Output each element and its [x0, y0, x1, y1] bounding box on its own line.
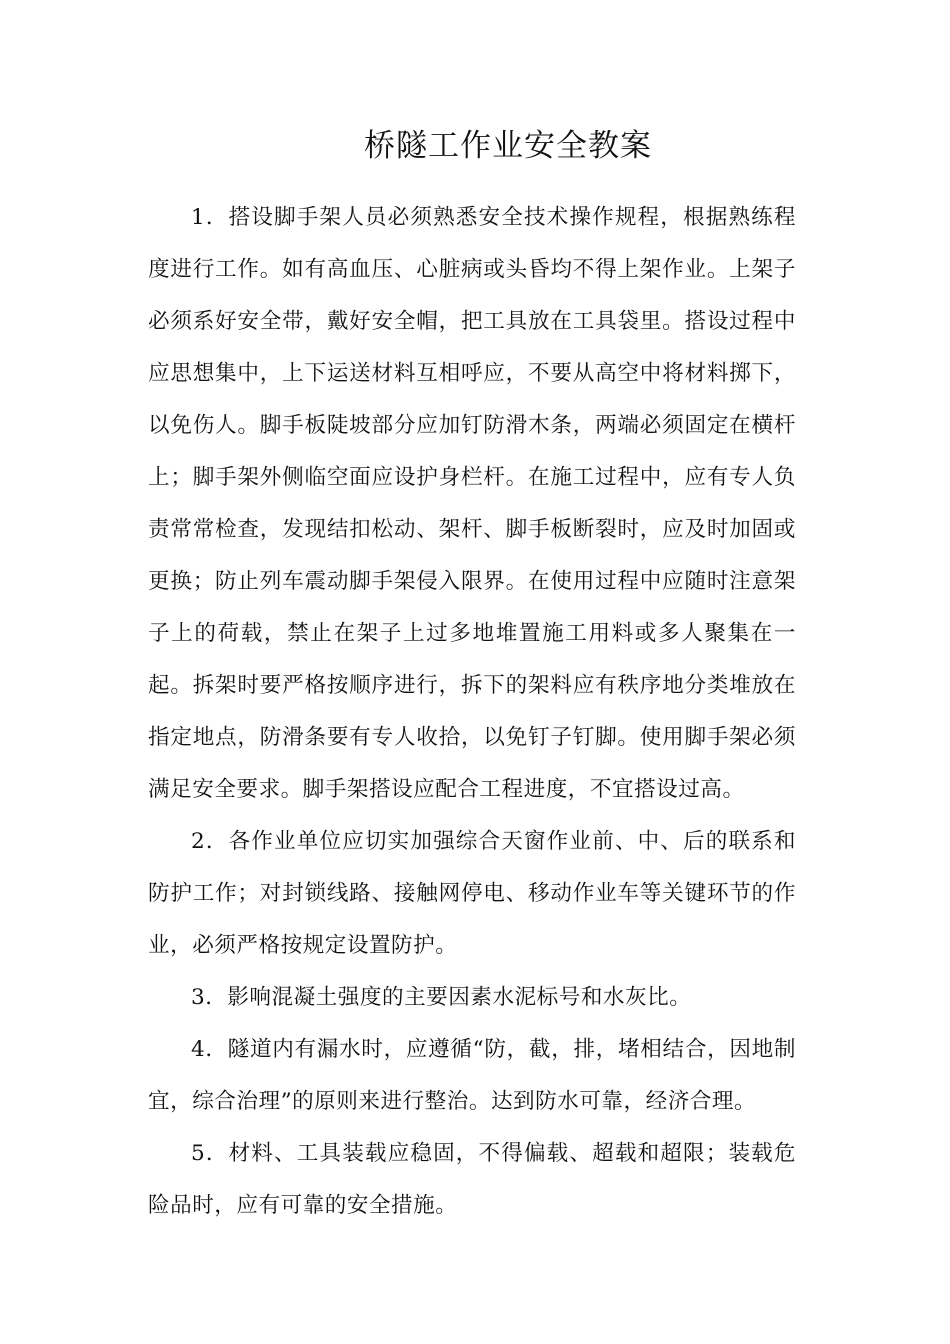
- document-title: 桥隧工作业安全教案: [364, 128, 652, 164]
- paragraph-2: 2．各作业单位应切实加强综合天窗作业前、中、后的联系和防护工作；对封锁线路、接触网停电、移动作业车等关键环节的作业，必须严格按规定设置防护。: [148, 829, 796, 958]
- paragraph-4: 4．隧道内有漏水时，应遵循“防，截，排，堵相结合，因地制宜，综合治理”的原则来进行整治。达到防水可靠，经济合理。: [148, 1037, 796, 1114]
- paragraph-5: 5．材料、工具装载应稳固，不得偏载、超载和超限；装载危险品时，应有可靠的安全措施。: [148, 1141, 796, 1218]
- paragraph-3: 3．影响混凝土强度的主要因素水泥标号和水灰比。: [191, 985, 692, 1010]
- paragraph-1: 1．搭设脚手架人员必须熟悉安全技术操作规程，根据熟练程度进行工作。如有高血压、心脏病或头昏均不得上架作业。上架子必须系好安全带，戴好安全帽，把工具放在工具袋里。搭设过程中应思想集中，上下运送材料互相呼应，不要从高空中将材料掷下，以免伤人。脚手板陡坡部分应加钉防滑木条，两端必须固定在横杆上；脚手架外侧临空面应设护身栏杆。在施工过程中，应有专人负责常常检查，发现结扣松动、架杆、脚手板断裂时，应及时加固或更换；防止列车震动脚手架侵入限界。在使用过程中应随时注意架子上的荷载，禁止在架子上过多地堆置施工用料或多人聚集在一起。拆架时要严格按顺序进行，拆下的架料应有秩序地分类堆放在指定地点，防滑条要有专人收拾，以免钉子钉脚。使用脚手架必须满足安全要求。脚手架搭设应配合工程进度，不宜搭设过高。: [148, 205, 796, 802]
- document-body: [148, 192, 796, 1232]
